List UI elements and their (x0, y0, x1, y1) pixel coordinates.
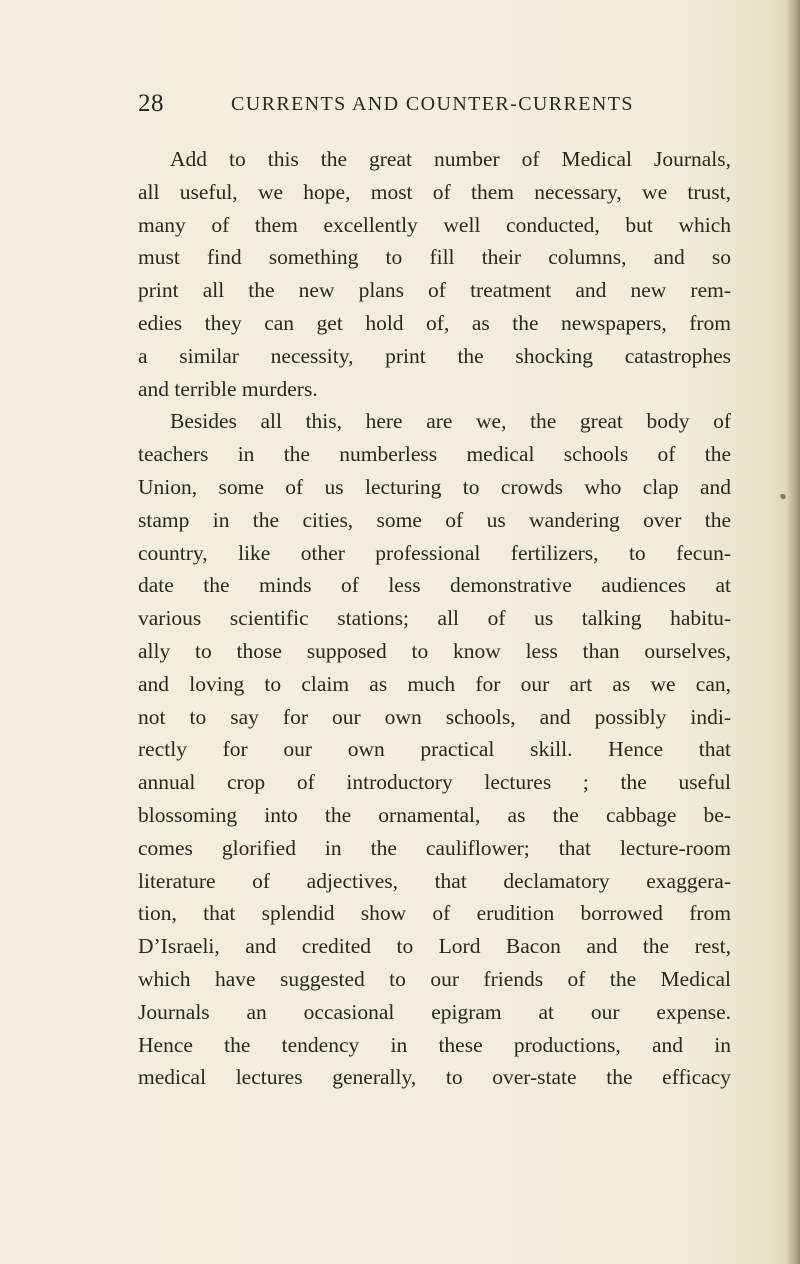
text-line: D’Israeli, and credited to Lord Bacon and the rest, (138, 934, 731, 959)
text-line: must find something to fill their columns, and so (138, 245, 731, 270)
page-header (138, 90, 658, 120)
text-line: teachers in the numberless medical schools of the (138, 442, 731, 467)
text-line: a similar necessity, print the shocking catastrophes (138, 343, 731, 368)
text-line: country, like other professional fertilizers, to fecun- (138, 540, 731, 565)
text-line: rectly for our own practical skill. Hence that (138, 737, 731, 762)
text-line: annual crop of introductory lectures ; the useful (138, 770, 731, 795)
text-line: Besides all this, here are we, the great body of (170, 409, 731, 434)
page-edge-shadow (786, 0, 800, 1264)
text-line: edies they can get hold of, as the newspapers, from (138, 310, 731, 335)
text-line: not to say for our own schools, and possibly indi- (138, 704, 731, 729)
running-head: CURRENTS AND COUNTER-CURRENTS (231, 93, 634, 115)
text-line: Add to this the great number of Medical Journals, (170, 147, 731, 171)
text-line: tion, that splendid show of erudition borrowed from (138, 901, 731, 926)
text-line: and terrible murders. (138, 376, 318, 401)
text-line: date the minds of less demonstrative audiences at (138, 573, 731, 598)
text-line: Journals an occasional epigram at our expense. (138, 999, 731, 1024)
text-line: ally to those supposed to know less than ourselves, (138, 638, 731, 663)
text-line: Union, some of us lecturing to crowds who clap and (138, 474, 731, 499)
text-line: various scientific stations; all of us talking habitu- (138, 606, 731, 631)
text-line: blossoming into the ornamental, as the cabbage be- (138, 802, 731, 827)
text-line: literature of adjectives, that declamatory exaggera- (138, 868, 731, 893)
text-line: many of them excellently well conducted, but which (138, 212, 731, 237)
body-text (138, 143, 731, 1094)
text-line: comes glorified in the cauliflower; that lecture-room (138, 835, 731, 860)
text-line: which have suggested to our friends of the Medical (138, 966, 731, 991)
text-line: stamp in the cities, some of us wandering over the (138, 507, 731, 532)
text-line: medical lectures generally, to over-state the efficacy (138, 1065, 731, 1090)
text-line: Hence the tendency in these productions, and in (138, 1032, 731, 1057)
text-line: all useful, we hope, most of them necessary, we trust, (138, 179, 731, 204)
page-number: 28 (138, 90, 164, 117)
text-line: print all the new plans of treatment and new rem- (138, 278, 731, 303)
text-line: and loving to claim as much for our art as we can, (138, 671, 731, 696)
